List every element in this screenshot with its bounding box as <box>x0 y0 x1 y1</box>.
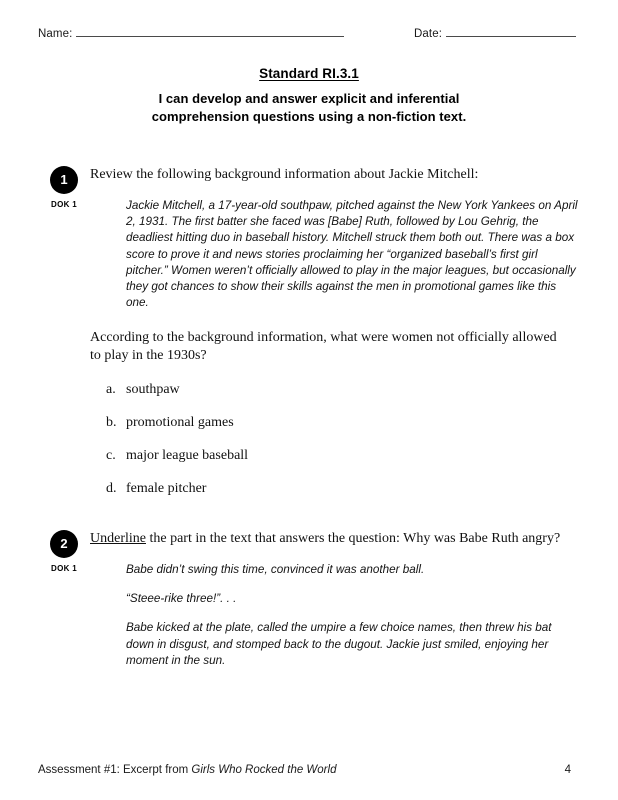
question-2-prompt <box>90 530 582 548</box>
learning-objective <box>0 90 618 126</box>
answer-choice-a-text: southpaw <box>126 382 180 398</box>
name-write-in-line[interactable] <box>76 25 344 37</box>
question-2-prompt-underlined-word: Underline <box>90 531 146 546</box>
question-1-number-badge: 1 <box>50 166 78 194</box>
question-1-prompt: Review the following background information about Jackie Mitchell: <box>90 167 479 182</box>
answer-choice-d-text: female pitcher <box>126 481 207 497</box>
name-field-group[interactable] <box>38 25 344 40</box>
answer-choice-a[interactable] <box>106 381 582 399</box>
standard-code: Standard RI.3.1 <box>259 66 359 81</box>
answer-choice-c-text: major league baseball <box>126 448 249 464</box>
question-2-excerpt-paragraph-3[interactable]: Babe kicked at the plate, called the umpire a few choice names, then threw his bat down in disgust, and stomped back to the dugout. Jackie just smiled, enjoying her moment in the sun. <box>126 621 552 667</box>
date-label: Date: <box>414 28 442 40</box>
answer-choice-d-letter: d. <box>106 481 117 497</box>
answer-choice-d[interactable] <box>106 480 582 498</box>
question-2-prompt-rest: the part in the text that answers the question: Why was Babe Ruth angry? <box>145 531 561 546</box>
name-date-row <box>38 25 583 45</box>
footer-book-title: Girls Who Rocked the World <box>191 764 337 776</box>
learning-objective-line-1: I can develop and answer explicit and inferential <box>158 91 460 106</box>
answer-choice-a-letter: a. <box>106 382 116 398</box>
question-1-answer-choices <box>106 381 582 498</box>
answer-choice-c-letter: c. <box>106 448 116 464</box>
answer-choice-b-letter: b. <box>106 415 117 431</box>
footer-source-line <box>38 764 336 776</box>
footer-assessment-label: Assessment #1: Excerpt from <box>38 764 192 776</box>
answer-choice-b-text: promotional games <box>126 415 234 431</box>
date-write-in-line[interactable] <box>446 25 576 37</box>
page-footer <box>38 764 583 776</box>
answer-choice-c[interactable] <box>106 447 582 465</box>
question-1-excerpt-paragraph: Jackie Mitchell, a 17-year-old southpaw, pitched against the New York Yankees on April 2, 1931. The first batter she faced was [Babe] Ruth, followed by Lou Gehrig, the deadliest hitting duo in baseball history. Mitchell struck them both out. There was a box score to prove it and news stories proclaiming her “organized baseball’s first girl pitcher.” Women weren’t officially allowed to play in the major leagues, but occasionally they got chances to show their skills against the men in promotional games like this one. <box>126 199 578 310</box>
question-1-body <box>90 166 582 514</box>
question-2-number-badge: 2 <box>50 530 78 558</box>
date-field-group[interactable] <box>414 25 576 40</box>
question-1-excerpt <box>126 198 578 311</box>
question-1-badge-column <box>40 166 88 209</box>
question-1-subprompt: According to the background information, what were women not officially allowed to play in the 1930s? <box>90 330 557 364</box>
question-2-excerpt[interactable] <box>126 562 578 669</box>
question-1-dok-label: DOK 1 <box>51 200 77 209</box>
standard-heading-block <box>0 66 618 126</box>
answer-choice-b[interactable] <box>106 414 582 432</box>
question-2-body <box>90 530 582 669</box>
learning-objective-line-2: comprehension questions using a non-fiction text. <box>151 109 467 124</box>
footer-page-number: 4 <box>564 764 571 776</box>
question-2-excerpt-paragraph-1[interactable]: Babe didn’t swing this time, convinced it was another ball. <box>126 563 425 576</box>
question-2-excerpt-paragraph-2[interactable]: “Steee-rike three!”. . . <box>126 592 237 606</box>
question-2-dok-label: DOK 1 <box>51 564 77 573</box>
name-label: Name: <box>38 28 73 40</box>
question-2-badge-column <box>40 530 88 573</box>
